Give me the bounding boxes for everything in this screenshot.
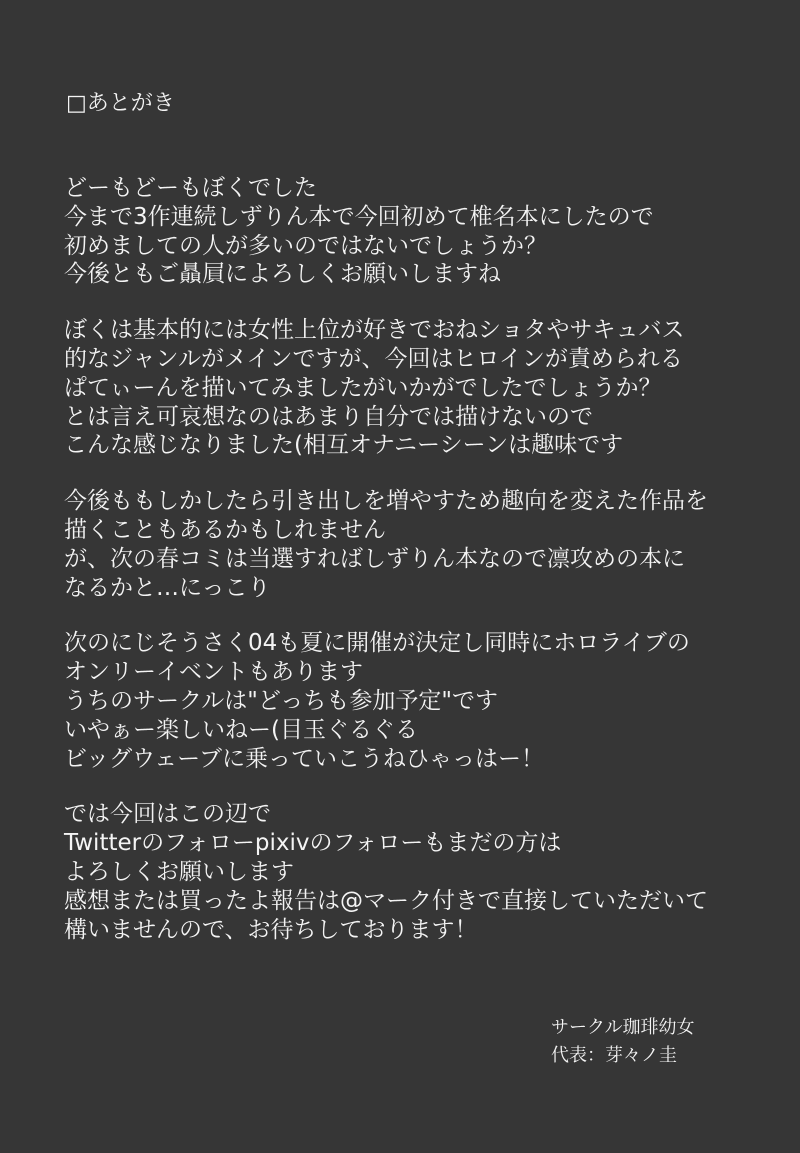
text-line: 初めましての人が多いのではないでしょうか？ [64, 232, 547, 259]
text-line: 今後ともご贔屓によろしくお願いしますね [64, 261, 501, 288]
text-line: とは言え可哀想なのはあまり自分では描けないので [64, 403, 593, 430]
text-line: ビッグウェーブに乗っていこうねひゃっはー！ [64, 745, 545, 772]
text-line: どーもどーもぼくでした [64, 175, 317, 201]
signature-block [551, 1014, 694, 1070]
text-line: こんな感じなりました(相互オナニーシーンは趣味です [64, 432, 624, 459]
text-line: よろしくお願いします [64, 858, 294, 885]
text-line: では今回はこの辺で [64, 801, 271, 828]
text-line: いやぁー楽しいねー(目玉ぐるぐる [64, 716, 418, 743]
text-line: うちのサークルは"どっちも参加予定"です [64, 687, 499, 714]
paragraph-future [64, 487, 764, 602]
text-line: 構いませんので、お待ちしております！ [64, 916, 478, 943]
text-line: ぼくは基本的には女性上位が好きでおねショタやサキュバス [64, 317, 685, 344]
afterword-body [64, 174, 764, 971]
text-line: ぱてぃーんを描いてみましたがいかがでしたでしょうか？ [64, 374, 662, 401]
paragraph-event [64, 629, 764, 773]
paragraph-genre [64, 316, 764, 460]
text-line: 今まで3作連続しずりん本で今回初めて椎名本にしたので [64, 203, 654, 230]
text-line: 描くこともあるかもしれません [64, 516, 386, 543]
text-line: Twitterのフォローpixivのフォローもまだの方は [64, 830, 562, 857]
text-line: オンリーイベントもあります [64, 659, 363, 686]
text-line: 今後ももしかしたら引き出しを増やすため趣向を変えた作品を [64, 488, 708, 515]
paragraph-closing [64, 800, 764, 944]
text-line: が、次の春コミは当選すればしずりん本なので凛攻めの本に [64, 545, 685, 572]
text-line: 的なジャンルがメインですが、今回はヒロインが責められる [64, 345, 683, 372]
paragraph-greeting [64, 174, 764, 289]
afterword-heading: □あとがき [66, 91, 175, 116]
representative-name: 代表：芽々ノ圭 [551, 1045, 677, 1066]
text-line: なるかと…にっこり [64, 574, 271, 601]
text-line: 次のにじそうさく04も夏に開催が決定し同時にホロライブの [64, 630, 690, 657]
circle-name: サークル珈琲幼女 [551, 1017, 695, 1038]
text-line: 感想または買ったよ報告は@マーク付きで直接していただいて [64, 887, 708, 914]
